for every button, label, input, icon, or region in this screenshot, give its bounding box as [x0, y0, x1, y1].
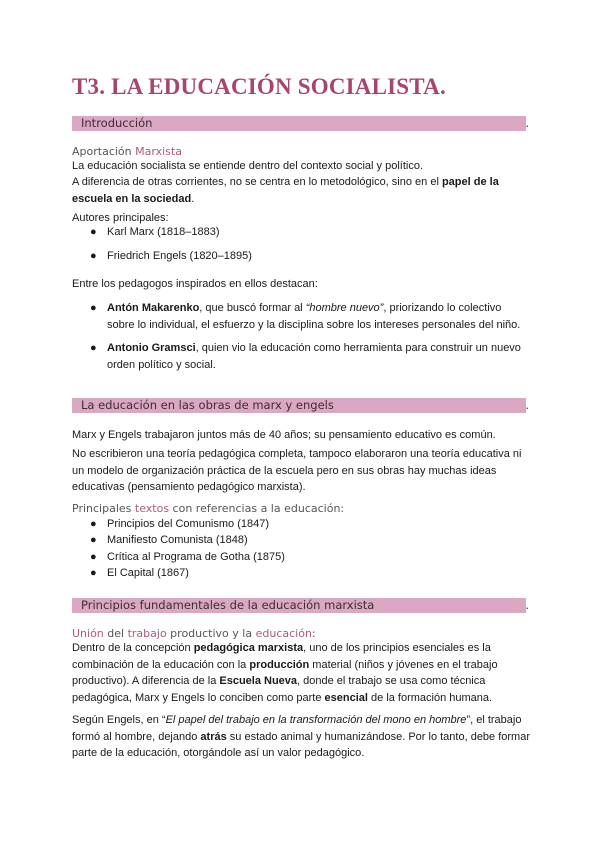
text-run: su estado animal y humanizándose. Por lo tanto, debe formar parte de la educación, otorgándole así un valor pedagógico. — [72, 730, 531, 759]
bold-text: atrás — [200, 730, 227, 743]
subheading-highlight: Unión — [72, 627, 104, 640]
italic-text: “hombre nuevo” — [305, 302, 384, 314]
bold-text: Antón Makarenko — [107, 302, 200, 314]
subheading-union — [72, 627, 316, 640]
subheading-text: Aportación — [72, 145, 136, 158]
section-header-dot: . — [525, 116, 529, 130]
subheading-highlight: textos — [134, 502, 170, 515]
text-run: , quien vio la educación como herramienta para construir un nuevo orden político y social. — [107, 342, 521, 371]
bullet-icon: ● — [90, 534, 97, 546]
section-header-dot: . — [525, 398, 529, 412]
section-header-label: Introducción — [81, 116, 153, 130]
section-header-obras — [72, 398, 529, 413]
list-item — [90, 549, 530, 566]
text-run: . — [191, 192, 195, 205]
list-item-text — [107, 340, 530, 373]
section-header-label: La educación en las obras de marx y engels — [81, 398, 334, 412]
subheading-textos — [72, 502, 344, 515]
list-item — [90, 340, 530, 373]
list-item-text: Karl Marx (1818–1883) — [107, 226, 220, 238]
text-run: , donde el trabajo se usa como técnica pedagógica, Marx y Engels lo conciben como parte — [72, 675, 486, 704]
italic-text: El papel del trabajo en la transformación del mono en hombre — [165, 714, 467, 726]
section-header-dot: . — [525, 598, 529, 612]
bold-text: pedagógica marxista — [193, 642, 304, 654]
paragraph-label: Autores principales: — [72, 212, 169, 224]
list-item — [90, 224, 530, 241]
list-item-text: El Capital (1867) — [107, 567, 189, 579]
list-item-text — [107, 300, 530, 333]
text-run: Según Engels, en “ — [72, 714, 166, 726]
bullet-icon: ● — [90, 302, 97, 314]
text-run: de la formación humana. — [367, 691, 493, 704]
list-item-text: Principios del Comunismo (1847) — [107, 518, 270, 530]
list-item — [90, 532, 530, 549]
subheading-text: Principales — [72, 502, 135, 515]
subheading-highlight: trabajo — [127, 627, 167, 640]
list-item — [90, 248, 530, 265]
list-item — [90, 565, 530, 582]
list-item — [90, 516, 530, 533]
paragraph: Entre los pedagogos inspirados en ellos destacan: — [72, 278, 318, 290]
bullet-icon: ● — [90, 567, 97, 579]
paragraph: No escribieron una teoría pedagógica completa, tampoco elaboraron una teoría educativa ni un modelo de organización práctica de la escuela pero en sus obras hay muchas ideas educativas (pensamiento pedagógico marxista). — [72, 448, 522, 493]
bullet-icon: ● — [90, 250, 97, 262]
subheading-highlight: Marxista — [135, 145, 182, 158]
paragraph — [72, 174, 532, 207]
subheading-aportacion — [72, 145, 182, 158]
list-item-text: Manifiesto Comunista (1848) — [107, 534, 248, 546]
page-title: T3. LA EDUCACIÓN SOCIALISTA. — [72, 74, 446, 99]
subheading-text: del — [103, 627, 128, 640]
text-run: ”, el trabajo formó al hombre, dejando — [72, 714, 522, 743]
bold-text: esencial — [324, 691, 368, 704]
section-header-label: Principios fundamentales de la educación marxista — [81, 598, 375, 612]
bold-text: Antonio Gramsci — [107, 342, 196, 354]
subheading-text: productivo y la — [166, 627, 256, 640]
text-run: , que buscó formar al — [199, 302, 306, 314]
paragraph — [72, 640, 532, 706]
text-run: A diferencia de otras corrientes, no se centra en lo metodológico, sino en el — [72, 176, 442, 188]
bullet-icon: ● — [90, 551, 97, 563]
list-item-text: Crítica al Programa de Gotha (1875) — [107, 551, 285, 563]
bullet-icon: ● — [90, 226, 97, 238]
bullet-icon: ● — [90, 342, 97, 354]
bold-text: producción — [249, 658, 310, 671]
bullet-icon: ● — [90, 518, 97, 530]
list-item-text: Friedrich Engels (1820–1895) — [107, 250, 252, 262]
subheading-highlight: educación — [255, 627, 312, 640]
section-header-introduccion — [72, 116, 529, 131]
subheading-text: : — [311, 627, 316, 640]
paragraph — [72, 712, 532, 762]
section-header-principios — [72, 598, 529, 613]
text-run: material (niños y jóvenes en el trabajo productivo). A diferencia de la — [72, 658, 498, 687]
subheading-text: con referencias a la educación: — [169, 502, 345, 515]
text-run: Dentro de la concepción — [72, 642, 194, 654]
list-item — [90, 300, 530, 333]
paragraph: Marx y Engels trabajaron juntos más de 40 años; su pensamiento educativo es común. — [72, 429, 496, 441]
paragraph: La educación socialista se entiende dentro del contexto social y político. — [72, 160, 423, 172]
text-run: , priorizando lo colectivo sobre lo individual, el esfuerzo y la disciplina sobre los intereses personales del niño. — [107, 302, 521, 331]
bold-text: Escuela Nueva — [219, 675, 298, 687]
bold-text: papel de la escuela en la sociedad — [72, 176, 499, 205]
text-run: , uno de los principios esenciales es la combinación de la educación con la — [72, 642, 491, 671]
